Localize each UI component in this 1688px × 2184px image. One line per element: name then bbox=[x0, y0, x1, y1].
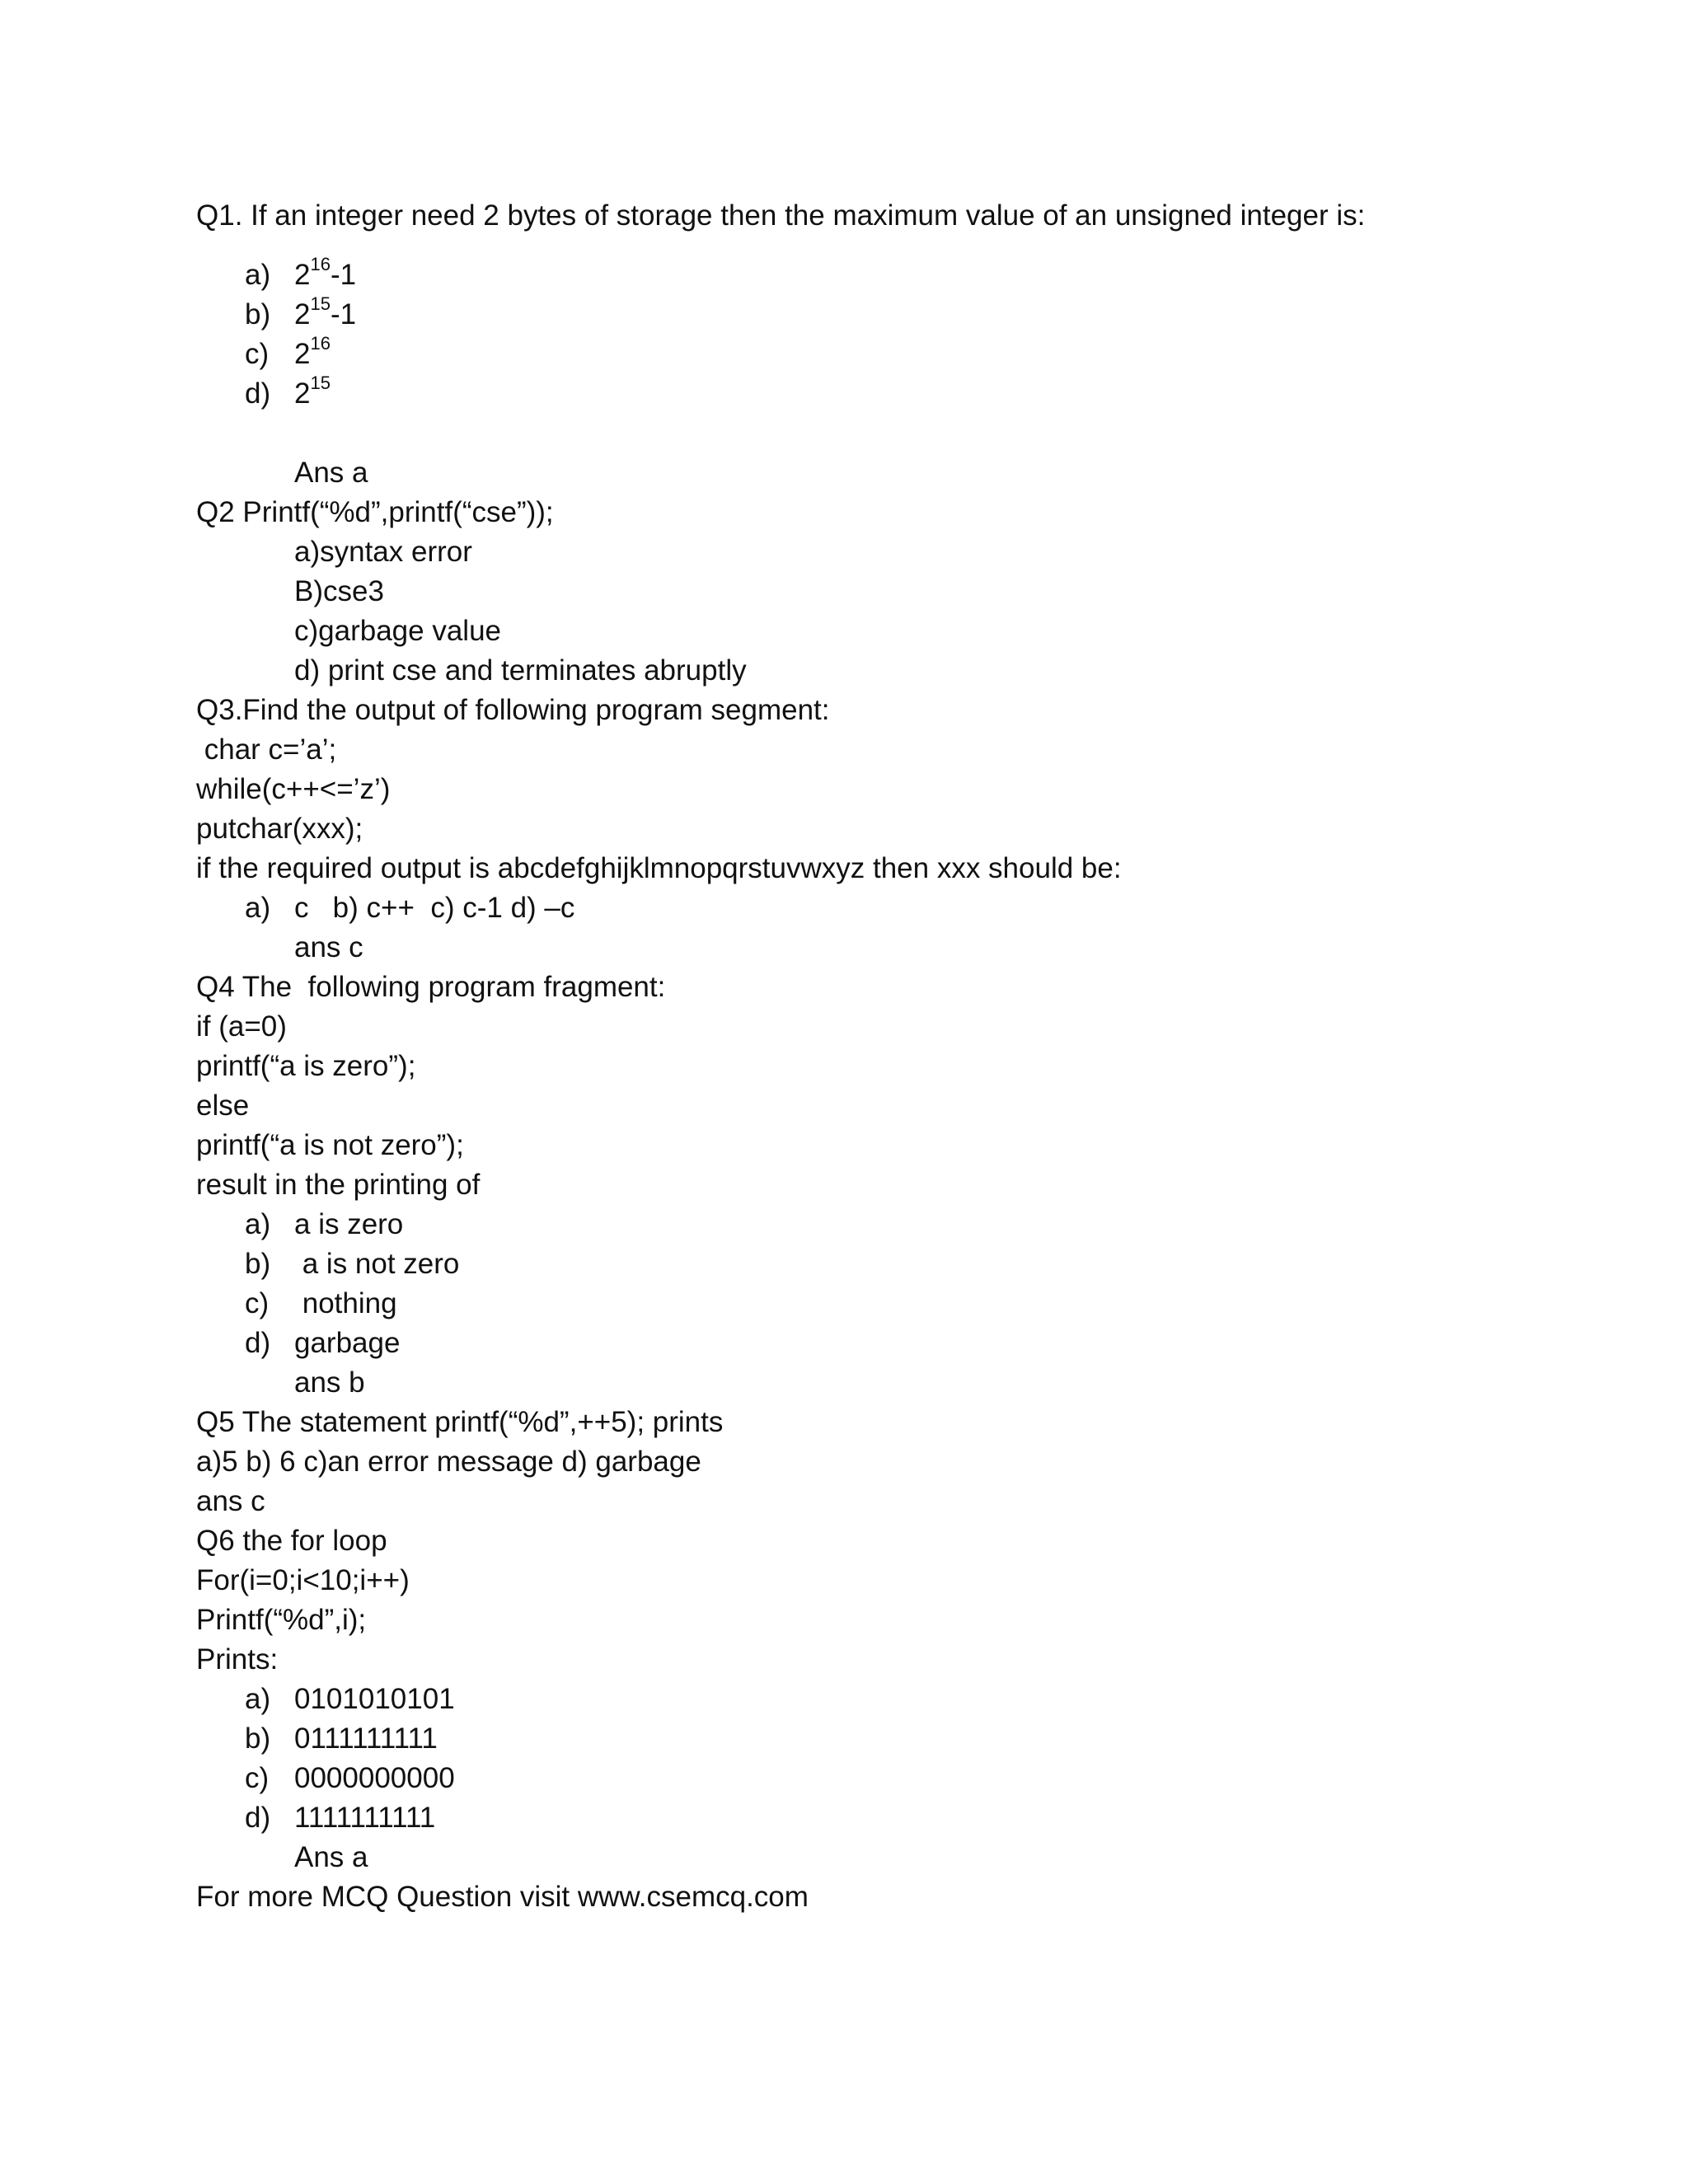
q1-option-b-marker: b) bbox=[245, 298, 271, 330]
q3-code-line: putchar(xxx); bbox=[196, 813, 363, 845]
q4-code-line: printf(“a is zero”); bbox=[196, 1050, 416, 1082]
q6-code-line: For(i=0;i<10;i++) bbox=[196, 1564, 410, 1596]
q4-option-b-marker: b) bbox=[245, 1248, 271, 1280]
q5-options: a)5 b) 6 c)an error message d) garbage bbox=[196, 1446, 701, 1478]
q2-option-b: B)cse3 bbox=[294, 575, 384, 607]
q4-option-c: nothing bbox=[294, 1287, 397, 1319]
q3-answer: ans c bbox=[294, 931, 363, 963]
q4-question: Q4 The following program fragment: bbox=[196, 971, 666, 1003]
q3-options: c b) c++ c) c-1 d) –c bbox=[294, 892, 575, 924]
q6-option-c: 0000000000 bbox=[294, 1762, 455, 1794]
q6-question: Q6 the for loop bbox=[196, 1525, 387, 1557]
q1-option-c: $2^{16}$ bbox=[294, 333, 331, 370]
q2-option-c: c)garbage value bbox=[294, 615, 501, 647]
q6-answer: Ans a bbox=[294, 1841, 368, 1873]
q2-option-d: d) print cse and terminates abruptly bbox=[294, 654, 747, 687]
q3-code-line: if the required output is abcdefghijklmnopqrstuvwxyz then xxx should be: bbox=[196, 852, 1122, 884]
q3-code-line: while(c++<=’z’) bbox=[196, 773, 391, 805]
q1-answer: Ans a bbox=[294, 457, 368, 489]
q4-option-c-marker: c) bbox=[245, 1287, 270, 1319]
q4-option-a-marker: a) bbox=[245, 1208, 271, 1240]
q4-code-line: result in the printing of bbox=[196, 1169, 481, 1201]
q1-option-b: $2^{15}-1$ bbox=[294, 293, 357, 330]
q6-option-b-marker: b) bbox=[245, 1722, 271, 1755]
q6-option-a-marker: a) bbox=[245, 1683, 271, 1715]
q5-question: Q5 The statement printf(“%d”,++5); prints bbox=[196, 1406, 724, 1438]
q4-code-line: printf(“a is not zero”); bbox=[196, 1129, 464, 1161]
q6-option-c-marker: c) bbox=[245, 1762, 270, 1794]
q6-code-line: Printf(“%d”,i); bbox=[196, 1604, 367, 1636]
q4-option-d-marker: d) bbox=[245, 1327, 271, 1359]
q5-answer: ans c bbox=[196, 1485, 265, 1517]
q4-code-line: if (a=0) bbox=[196, 1010, 287, 1043]
q6-option-a: 0101010101 bbox=[294, 1683, 455, 1715]
footer-text: For more MCQ Question visit www.csemcq.com bbox=[196, 1881, 809, 1913]
q1-option-a: $2^{16}-1$ bbox=[294, 254, 357, 291]
q4-answer: ans b bbox=[294, 1366, 365, 1399]
q2-option-a: a)syntax error bbox=[294, 536, 472, 568]
q2-question: Q2 Printf(“%d”,printf(“cse”)); bbox=[196, 496, 554, 528]
q6-option-b: 0111111111 bbox=[294, 1722, 438, 1755]
q3-question: Q3.Find the output of following program segment: bbox=[196, 694, 830, 726]
q1-question: Q1. If an integer need 2 bytes of storage then the maximum value of an unsigned integer is: bbox=[196, 199, 1366, 232]
q6-code-line: Prints: bbox=[196, 1643, 279, 1675]
q4-option-d: garbage bbox=[294, 1327, 401, 1359]
q1-option-a-marker: a) bbox=[245, 259, 271, 291]
q1-option-d-marker: d) bbox=[245, 377, 271, 410]
q3-code-line: char c=’a’; bbox=[196, 733, 337, 766]
q3-option-marker: a) bbox=[245, 892, 271, 924]
q4-option-b: a is not zero bbox=[294, 1248, 460, 1280]
q4-code-line: else bbox=[196, 1090, 250, 1122]
q6-option-d: 1111111111 bbox=[294, 1802, 436, 1834]
q4-option-a: a is zero bbox=[294, 1208, 404, 1240]
q1-option-d: $2^{15}$ bbox=[294, 373, 331, 410]
q1-option-c-marker: c) bbox=[245, 338, 270, 370]
q6-option-d-marker: d) bbox=[245, 1802, 271, 1834]
